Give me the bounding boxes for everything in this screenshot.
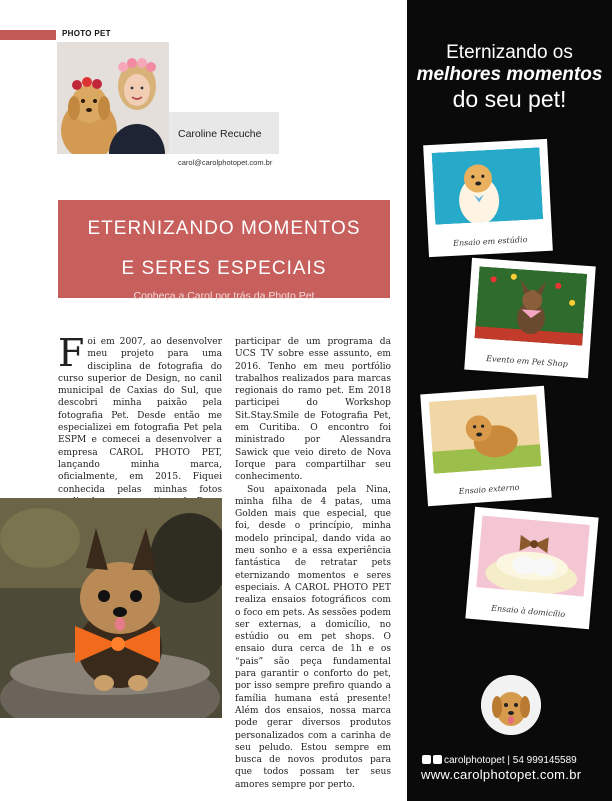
studio-photo	[432, 147, 544, 225]
article-title-box	[58, 200, 390, 302]
article-subtitle: Conheça a Carol por trás da Photo Pet	[133, 290, 315, 302]
polaroid-caption: Ensaio externo	[458, 482, 520, 497]
petshop-photo	[474, 266, 587, 345]
slogan-line2: melhores momentos	[416, 64, 603, 85]
polaroid-home	[465, 507, 598, 629]
author-name: Caroline Recuche	[178, 128, 262, 140]
social-line	[422, 755, 577, 766]
dropcap: F	[58, 331, 85, 375]
author-photo	[57, 42, 169, 154]
outdoor-photo	[429, 394, 542, 473]
author-email: carol@carolphotopet.com.br	[178, 158, 273, 167]
polaroid-caption: Ensaio em estúdio	[452, 235, 528, 248]
article-paragraph: oi em 2007, ao desenvolver meu projeto para uma disciplina de fotografia do curso superior de Design, no canil municipal de Caxias do Sul, que descobri minha paixão pela fotografia Pet. Desde então me especializei em fotografia Pet pela ESPM e comecei a desenvolver a empresa CAROL PHOTO PET, lançando minha marca, oficialmente, em 2015. Fiquei conhecida pelas minhas fotos	[58, 337, 222, 495]
polaroid-petshop	[464, 258, 596, 378]
yorkie-photo	[0, 498, 222, 718]
article-title-line1: ETERNIZANDO MOMENTOS	[87, 218, 361, 239]
article-column-1	[58, 331, 222, 520]
section-label: PHOTO PET	[62, 29, 111, 38]
home-photo	[476, 515, 590, 596]
polaroid-outdoor	[420, 386, 552, 506]
website-link[interactable]: www.carolphotopet.com.br	[421, 767, 582, 782]
article-paragraph: participar de um programa da UCS TV sobre esse assunto, em 2016. Tenho em meu portfólio trabalhos realizados para marcas regionais do ramo pet. Em 2018 participei do Workshop Sit.Stay.Smile de Fotografia Pet, em Curitiba. O encontro foi ministrado por Alessandra Sawick que veio direto de Nova Iorque para compartilhar seu conhecimento.	[235, 337, 391, 483]
polaroid-caption: Evento em Pet Shop	[485, 354, 569, 369]
slogan	[407, 42, 612, 112]
slogan-line1: Eternizando os	[446, 42, 573, 63]
section-label-bar	[0, 30, 56, 40]
brand-logo	[481, 675, 541, 735]
article-column-2	[235, 336, 391, 791]
article-title-line2: E SERES ESPECIAIS	[121, 258, 327, 279]
polaroid-caption: Ensaio à domicílio	[490, 603, 566, 620]
social-text: carolphotopet | 54 999145589	[444, 755, 577, 766]
article-paragraph: Sou apaixonada pela Nina, minha filha de 4 patas, uma Golden mais que especial, que foi, desde o princípio, minha modelo principal, dando vida ao meu sonho e a essa experiência fantástica de retratar pets eternizando momentos e seres especiais. A CAROL PHOTO PET realiza ensaios fotográficos com o foco em pets. As sessões podem ser externas, a domicílio, no estúdio ou em pet shops. O ensaio dura cerca de 1h e os “pais” são peça fundamental para garantir o conforto do pet, por isso sempre prefiro quando a família humana está presente! Além dos ensaios, nossa marca pode gerar diversos produtos personalizados com a carinha de seu peludo. Estou sempre em busca de novos produtos para que todos possam ter seus amores sempre por perto.	[235, 484, 391, 790]
polaroid-studio	[423, 139, 553, 257]
facebook-icon[interactable]	[422, 755, 431, 764]
instagram-icon[interactable]	[433, 755, 442, 764]
slogan-line3: do seu pet!	[452, 86, 567, 112]
